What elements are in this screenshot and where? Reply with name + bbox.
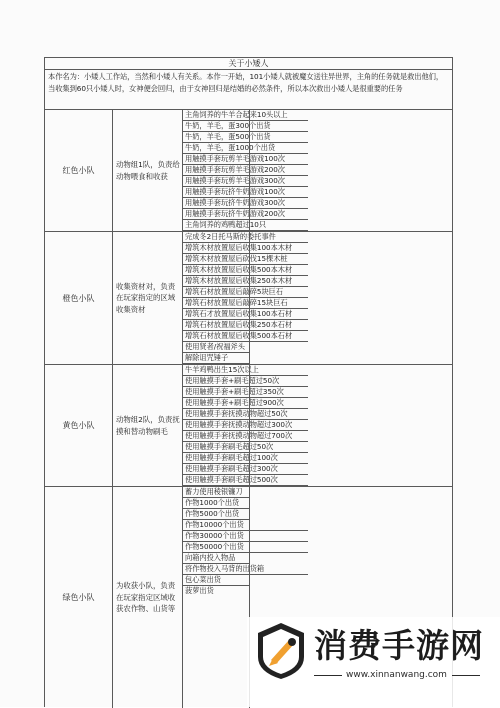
task-row: 用触摸手套玩挤牛奶游戏100次: [183, 187, 308, 198]
team-description-text: 动物组2队，负责抚摸和替动物刷毛: [116, 415, 180, 436]
task-row: 向箱内投入物品: [183, 553, 249, 564]
task-row: 使用触摸手套刷毛超过50次: [183, 442, 308, 453]
task-row: 作物10000个出货: [183, 520, 308, 531]
task-row: 使用触摸手套+刷毛超过900次: [183, 398, 308, 409]
team-description-text: 为收获小队，负责在玩家指定区域收获农作物、山货等: [116, 581, 176, 614]
task-row: 蓄力使用稜银镰刀: [183, 487, 249, 498]
task-row: 增筑石材放置屋后敲碎5块巨石: [183, 287, 308, 298]
task-row: 使用触摸手套+刷毛超过350次: [183, 387, 308, 398]
team-description: [113, 487, 183, 708]
task-row: 主角饲养的鸡鸭超过10只: [183, 220, 308, 231]
team-description: [113, 110, 183, 231]
team-name: 橙色小队: [45, 232, 113, 364]
task-row: 增筑木材放置屋后砍伐15棵木桩: [183, 254, 308, 265]
column-divider: [249, 365, 250, 486]
task-row: 用触摸手套玩剪羊毛游戏300次: [183, 176, 308, 187]
watermark-logo-icon: [252, 620, 310, 682]
task-row: 牛奶，羊毛，蛋1000个出货: [183, 143, 308, 154]
table-title: 关于小矮人: [45, 58, 452, 70]
task-group: [45, 110, 452, 232]
task-row: 作物1000个出货: [183, 498, 249, 509]
task-row: 作物30000个出货: [183, 531, 308, 542]
task-row: 使用贤者/祝福斧头: [183, 342, 249, 353]
watermark-title: 消费手游网: [314, 626, 484, 665]
task-row: 增筑石才放置屋后收集100本石材: [183, 309, 308, 320]
task-row: 增筑石材放置屋后敲碎15块巨石: [183, 298, 308, 309]
team-description: [113, 365, 183, 486]
task-list: [183, 232, 293, 364]
task-row: 增筑石材放置屋后收集250本石材: [183, 320, 308, 331]
task-row: 作物5000个出货: [183, 509, 249, 520]
task-row: 解除诅咒锤子: [183, 353, 249, 364]
task-row: 使用触摸手套刷毛超过100次: [183, 453, 308, 464]
team-description: [113, 232, 183, 364]
task-row: 使用触摸手套抚摸动物超过300次: [183, 420, 308, 431]
task-row: 增筑木材放置屋后收集250本木材: [183, 276, 308, 287]
task-row: 主角饲养的牛羊合起来10头以上: [183, 110, 308, 121]
task-row: 牛奶，羊毛，蛋500个出货: [183, 132, 308, 143]
task-row: 包心菜出货: [183, 575, 249, 586]
task-row: 增筑木材放置屋后收集100本木材: [183, 243, 308, 254]
task-list: [183, 365, 293, 486]
column-divider: [249, 110, 250, 231]
task-list: [183, 487, 265, 708]
watermark-rule-right: [452, 675, 480, 676]
task-row: 用触摸手套玩挤牛奶游戏200次: [183, 209, 308, 220]
task-table: [44, 57, 453, 707]
task-row: 增筑木材放置屋后收集500本木材: [183, 265, 308, 276]
task-row: 使用触摸手套抚摸动物超过50次: [183, 409, 308, 420]
task-row: 将作物投入马背的出货箱: [183, 564, 308, 575]
task-row: 牛奶，羊毛，蛋300个出货: [183, 121, 308, 132]
task-row: 使用触摸手套刷毛超过500次: [183, 475, 308, 486]
task-row: 作物50000个出货: [183, 542, 308, 553]
task-row: 菠萝出货: [185, 586, 214, 595]
team-description-text: 收集资材对，负责在玩家指定的区域收集资材: [116, 281, 176, 314]
task-group: [45, 365, 452, 487]
team-name: 黄色小队: [45, 365, 113, 486]
task-row: 使用触摸手套抚摸动物超过700次: [183, 431, 308, 442]
task-group: [45, 232, 452, 365]
task-row: 用触摸手套玩挤牛奶游戏300次: [183, 198, 308, 209]
team-description-text: 动物组1队，负责给动物喂食和收获: [116, 160, 180, 181]
watermark-url: www.xinnanwang.com: [346, 670, 447, 680]
team-name: 绿色小队: [45, 487, 113, 708]
task-list: [183, 110, 288, 231]
task-row: 牛羊鸡鸭出生15次以上: [183, 365, 308, 376]
watermark-rule-left: [314, 675, 342, 676]
task-row: 用触摸手套玩剪羊毛游戏100次: [183, 154, 308, 165]
task-row: 使用触摸手套刷毛超过300次: [183, 464, 308, 475]
column-divider: [249, 232, 250, 364]
task-row: 增筑石材放置屋后收集500本石材: [183, 331, 308, 342]
task-row: 用触摸手套玩剪羊毛游戏200次: [183, 165, 308, 176]
team-name: 红色小队: [45, 110, 113, 231]
intro-paragraph: 本作名为：小矮人工作站，当然和小矮人有关系。本作一开始，101小矮人就被魔女送往异世界，主角的任务就是救出他们，当收集到60只小矮人时，女神便会回归，由于女神回归是结婚的必然条件，所以本次救出小矮人是很重要的任务: [45, 70, 452, 110]
task-row: 使用触摸手套+刷毛超过50次: [183, 376, 308, 387]
task-row: 完成冬2日托马斯的委托事件: [183, 232, 308, 243]
